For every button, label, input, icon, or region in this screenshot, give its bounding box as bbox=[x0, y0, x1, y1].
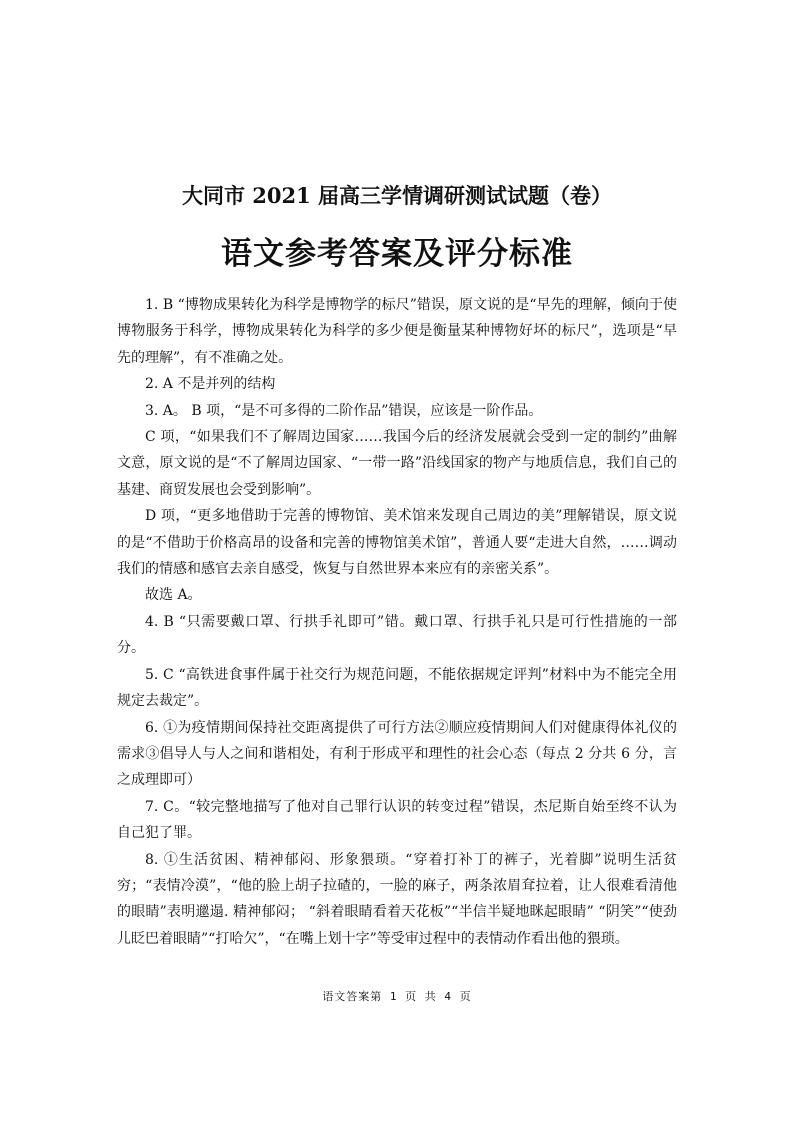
exam-title: 大同市 2021 届高三学情调研测试试题（卷） bbox=[181, 183, 613, 208]
answer-paragraph: C 项，“如果我们不了解周边国家……我国今后的经济发展就会受到一定的制约”曲解文意，原文说的是“不了解周边国家、“一带一路”沿线国家的物产与地质信息，我们自己的基建、商贸发展也会受到影响”。 bbox=[117, 429, 677, 498]
answer-key-title: 语文参考答案及评分标准 bbox=[221, 236, 573, 272]
answer-paragraph: D 项，“更多地借助于完善的博物馆、美术馆来发现自己周边的美”理解错误，原文说的是“不借助于价格高昂的设备和完善的博物馆美术馆”，普通人要“走进大自然，……调动我们的情感和感官去亲自感受，恢复与自然世界本来应有的亲密关系”。 bbox=[117, 508, 677, 578]
answer-paragraph: 6. ①为疫情期间保持社交距离提供了可行方法②顺应疫情期间人们对健康得体礼仪的需求③倡导人与人之间和谐相处，有利于形成平和理性的社会心态（每点 2 分共 6 分，言之成理即可） bbox=[117, 719, 677, 789]
answer-body bbox=[117, 292, 677, 952]
answer-paragraph: 故选 A。 bbox=[145, 587, 202, 604]
answer-paragraph: 3. A。 B 项，“是不可多得的二阶作品”错误，应该是一阶作品。 bbox=[145, 402, 543, 419]
answer-paragraph: 8. ①生活贫困、精神郁闷、形象猥琐。“穿着打补丁的裤子，光着脚”说明生活贫穷；“表情冷漠”，“他的脸上胡子拉碴的，一脸的麻子，两条浓眉耷拉着，让人很难看清他的眼睛”表明邋遢. 精神郁闷； “斜着眼睛看着天花板”“半信半疑地眯起眼睛” “阴笑”“使劲儿眨巴着眼睛”“打哈欠”，“在嘴上划十字”等受审过程中的表情动作看出他的猥琐。 bbox=[117, 851, 677, 947]
answer-paragraph: 5. C “高铁进食事件属于社交行为规范问题，不能依据规定评判”材料中为不能完全用规定去裁定”。 bbox=[117, 666, 677, 710]
answer-paragraph: 1. B “博物成果转化为科学是博物学的标尺”错误，原文说的是“早先的理解，倾向于使博物服务于科学，博物成果转化为科学的多少便是衡量某种博物好坏的标尺”，选项是“早先的理解”，有不准确之处。 bbox=[117, 297, 677, 366]
answer-paragraph: 4. B “只需要戴口罩、行拱手礼即可”错。戴口罩、行拱手礼只是可行性措施的一部分。 bbox=[117, 613, 677, 657]
page-footer: 语文答案第 1 页 共 4 页 bbox=[322, 990, 472, 1003]
answer-paragraph: 7. C。“较完整地描写了他对自己罪行认识的转变过程”错误，杰尼斯自始至终不认为自己犯了罪。 bbox=[117, 798, 677, 842]
answer-paragraph: 2. A 不是并列的结构 bbox=[145, 376, 276, 393]
